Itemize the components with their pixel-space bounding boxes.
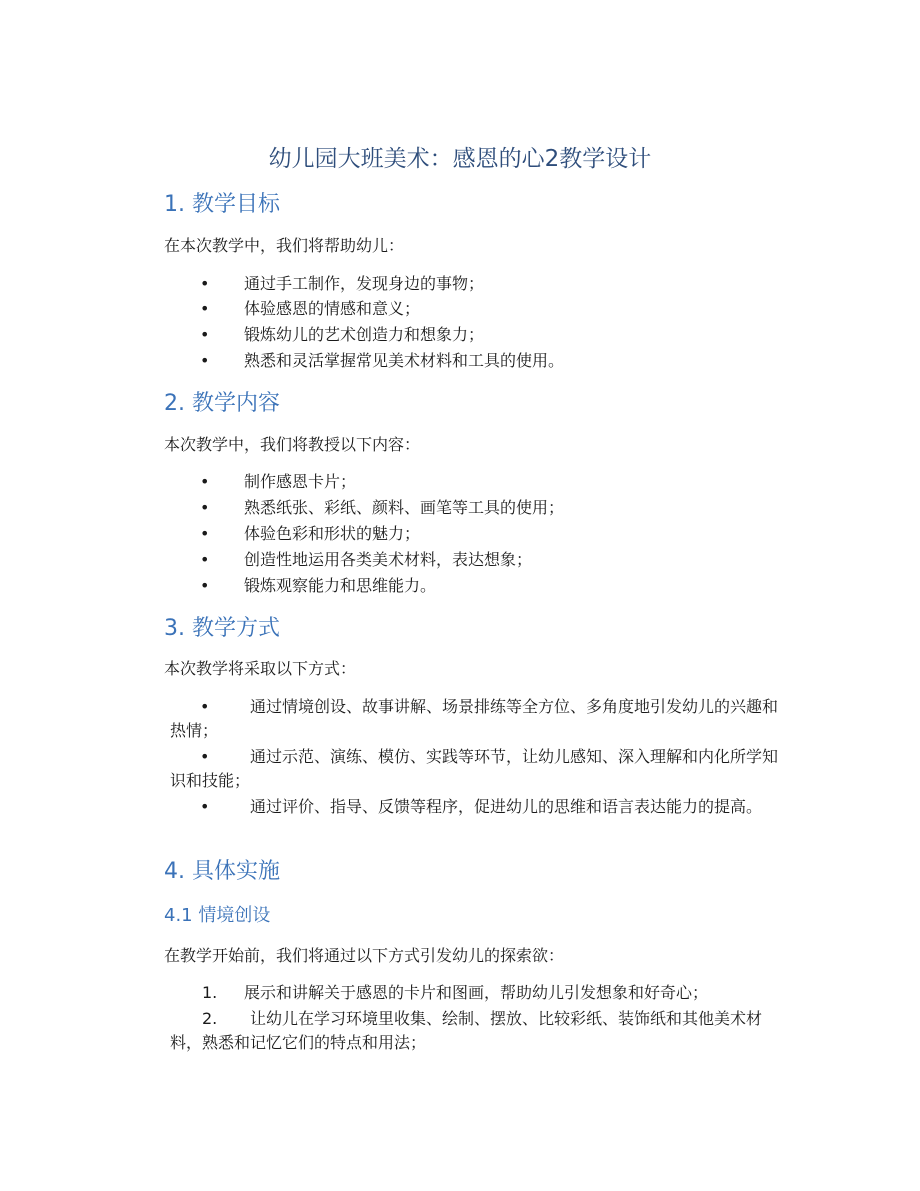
list-item — [164, 349, 786, 373]
list-item — [164, 297, 786, 321]
list-item-text: 熟悉和灵活掌握常见美术材料和工具的使用。 — [244, 351, 565, 370]
list-item — [164, 272, 786, 296]
list-item — [164, 470, 786, 494]
list-number: 1. — [202, 983, 218, 1002]
list-item-text: 制作感恩卡片； — [244, 472, 357, 491]
section-heading-methods: 3. 教学方式 — [164, 616, 280, 641]
section-intro: 本次教学中，我们将教授以下内容： — [164, 435, 421, 454]
bullet-icon: • — [200, 747, 210, 766]
bullet-icon: • — [200, 325, 210, 344]
list-item-text: 体验色彩和形状的魅力； — [244, 524, 421, 543]
list-item — [164, 548, 786, 572]
section-heading-implementation: 4. 具体实施 — [164, 859, 280, 884]
list-item-text: 展示和讲解关于感恩的卡片和图画，帮助幼儿引发想象和好奇心； — [244, 983, 709, 1002]
numbered-item — [164, 981, 786, 1005]
bullet-icon: • — [200, 550, 210, 569]
numbered-item — [170, 1007, 786, 1055]
list-item-text: 通过手工制作，发现身边的事物； — [244, 274, 485, 293]
list-number: 2. — [202, 1009, 218, 1028]
list-item-text: 锻炼观察能力和思维能力。 — [244, 576, 437, 595]
list-item-text: 通过情境创设、故事讲解、场景排练等全方位、多角度地引发幼儿的兴趣和热情； — [170, 697, 779, 740]
document-title: 幼儿园大班美术：感恩的心2教学设计 — [268, 146, 652, 172]
bullet-icon: • — [200, 576, 210, 595]
section-intro: 在本次教学中，我们将帮助幼儿： — [164, 236, 405, 255]
list-item-text: 创造性地运用各类美术材料，表达想象； — [244, 550, 533, 569]
list-item-text: 锻炼幼儿的艺术创造力和想象力； — [244, 325, 485, 344]
list-item — [164, 323, 786, 347]
section-heading-objectives: 1. 教学目标 — [164, 192, 280, 217]
list-item-text: 体验感恩的情感和意义； — [244, 299, 421, 318]
list-item-text: 通过评价、指导、反馈等程序，促进幼儿的思维和语言表达能力的提高。 — [250, 797, 763, 816]
list-item-text: 通过示范、演练、模仿、实践等环节，让幼儿感知、深入理解和内化所学知识和技能； — [170, 747, 779, 790]
bullet-icon: • — [200, 697, 210, 716]
bullet-icon: • — [200, 274, 210, 293]
bullet-icon: • — [200, 524, 210, 543]
section-heading-content: 2. 教学内容 — [164, 391, 280, 416]
list-item — [164, 574, 786, 598]
list-item — [164, 496, 786, 520]
section-intro: 本次教学将采取以下方式： — [164, 659, 357, 678]
list-item-text: 熟悉纸张、彩纸、颜料、画笔等工具的使用； — [244, 498, 565, 517]
list-item — [170, 695, 786, 743]
list-item — [170, 795, 786, 819]
section-intro: 在教学开始前，我们将通过以下方式引发幼儿的探索欲： — [164, 946, 565, 965]
bullet-icon: • — [200, 498, 210, 517]
bullet-icon: • — [200, 797, 210, 816]
subsection-heading: 4.1 情境创设 — [164, 905, 271, 926]
list-item — [170, 745, 786, 793]
bullet-icon: • — [200, 299, 210, 318]
bullet-icon: • — [200, 472, 210, 491]
list-item — [164, 522, 786, 546]
bullet-icon: • — [200, 351, 210, 370]
list-item-text: 让幼儿在学习环境里收集、绘制、摆放、比较彩纸、装饰纸和其他美术材料，熟悉和记忆它们的特点和用法； — [170, 1009, 763, 1052]
